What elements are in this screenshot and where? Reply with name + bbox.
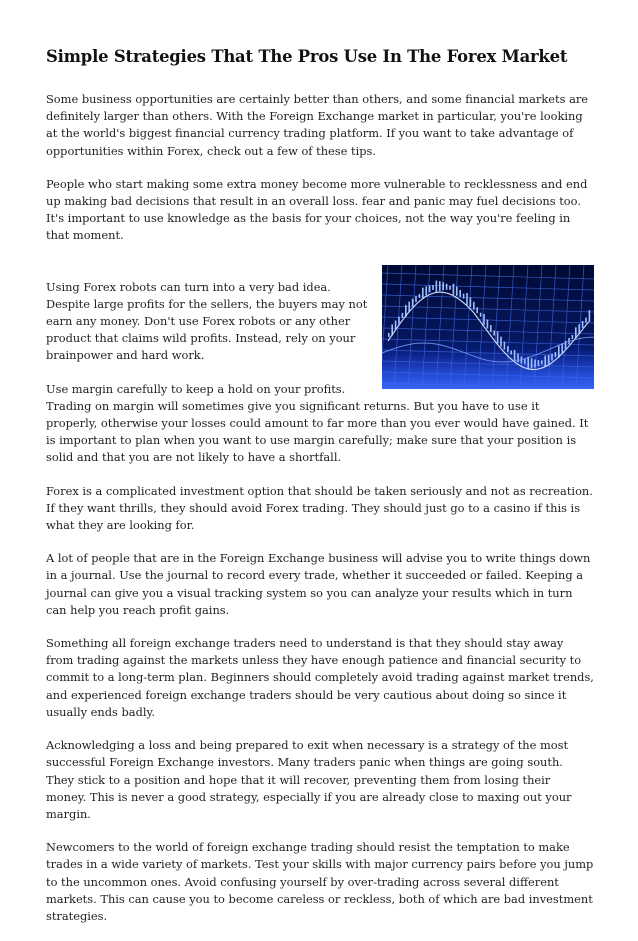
paragraph-3: Using Forex robots can turn into a very bad idea. Despite large profits for the sellers, the buyers may not earn any money. Don't use Forex robots or any other product that claims wild profits. Instead, rely on your brainpower and hard work. [46, 279, 368, 363]
paragraph-2: People who start making some extra money become more vulnerable to recklessness and end up making bad decisions that result in an overall loss. fear and panic may fuel decisions too. It's important to use knowledge as the basis for your choices, not the way you're feeling in that moment. [46, 176, 588, 243]
forex-chart-image [382, 265, 594, 389]
article-title: Simple Strategies That The Pros Use In The Forex Market [46, 47, 568, 66]
paragraph-6: A lot of people that are in the Foreign Exchange business will advise you to write things down in a journal. Use the journal to record every trade, whether it succeeded or failed. Keeping a journal can give you a visual tracking system so you can analyze your results which in turn can help you reach profit gains. [46, 551, 591, 617]
paragraph-4: Use margin carefully to keep a hold on your profits. Trading on margin will sometimes give you significant returns. But you have to use it properly, otherwise your losses could amount to far more than you ever would have gained. It is important to plan when you want to use margin carefully; make sure that your position is solid and that you are not likely to have a shortfall. [46, 381, 589, 465]
paragraph-8: Acknowledging a loss and being prepared to exit when necessary is a strategy of the most successful Foreign Exchange investors. Many traders panic when things are going south. They stick to a position and hope that it will recover, preventing them from losing their money. This is never a good strategy, especially if you are already close to maxing out your margin. [46, 738, 572, 821]
paragraph-7: Something all foreign exchange traders need to understand is that they should stay away from trading against the markets unless they have enough patience and financial security to commit to a long-term plan. Beginners should completely avoid trading against market trends, and experienced foreign exchange traders should be very cautious about doing so since it usually ends badly. [46, 636, 594, 719]
paragraph-5: Forex is a complicated investment option that should be taken seriously and not as recreation. If they want thrills, they should avoid Forex trading. They should just go to a casino if this is what they are looking for. [46, 483, 593, 533]
paragraph-1: Some business opportunities are certainly better than others, and some financial markets are definitely larger than others. With the Foreign Exchange market in particular, you're looking at the world's biggest financial currency trading platform. If you want to take advantage of opportunities within Forex, check out a few of these tips. [46, 92, 589, 158]
paragraph-9: Newcomers to the world of foreign exchange trading should resist the temptation to make trades in a wide variety of markets. Test your skills with major currency pairs before you jump to the uncommon ones. Avoid confusing yourself by over-trading across several different markets. This can cause you to become careless or reckless, both of which are bad investment strategies. [46, 840, 594, 923]
forex-chart-graphic [382, 265, 594, 389]
article [46, 46, 594, 941]
